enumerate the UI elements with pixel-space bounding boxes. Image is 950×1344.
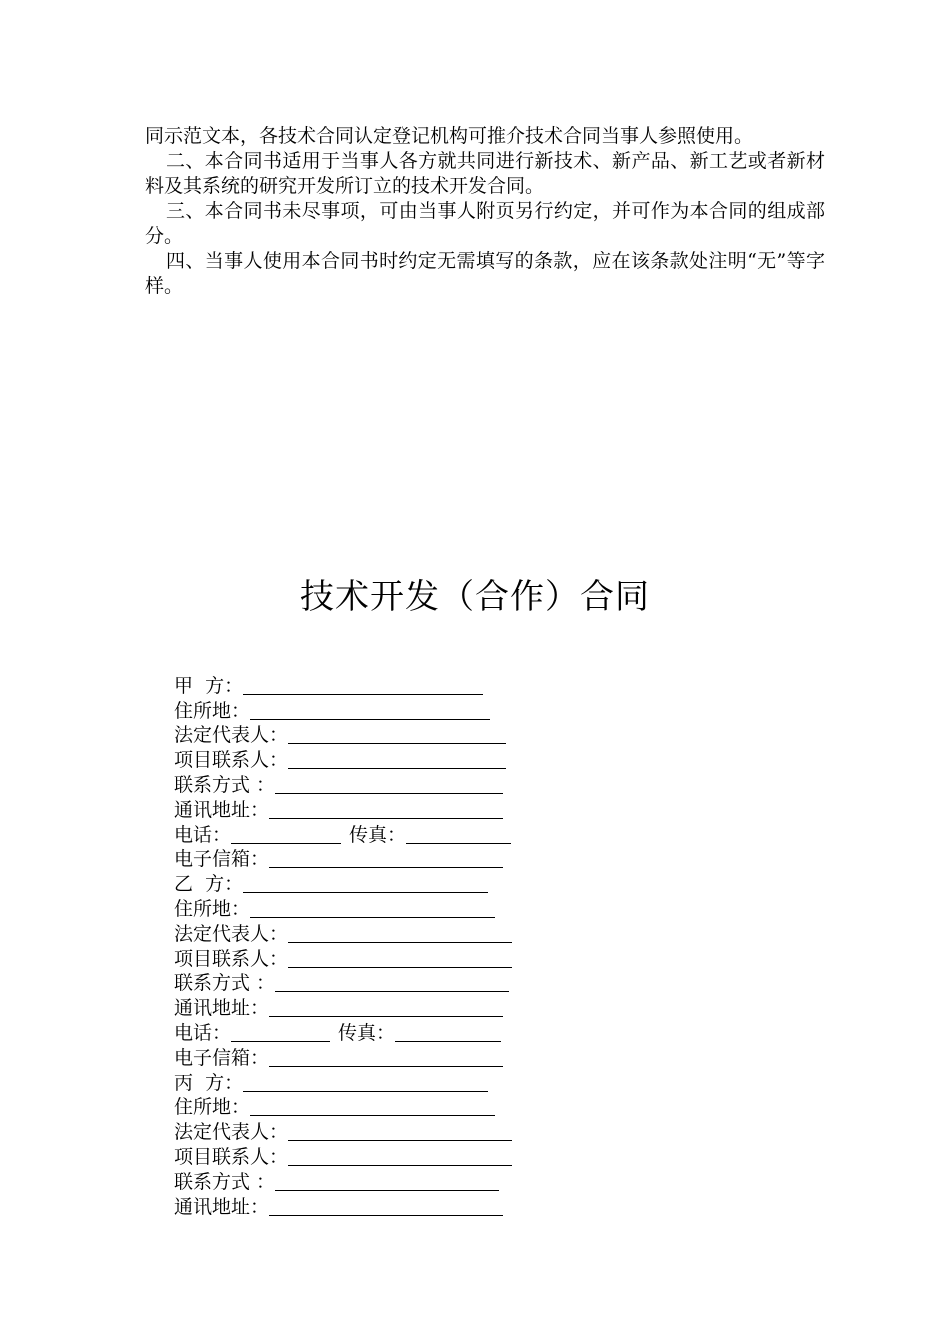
party-c-method-row xyxy=(174,1169,674,1194)
party-a-fax-label: 传真： xyxy=(349,823,407,846)
party-a-phone-fax-row xyxy=(174,822,674,847)
party-a-method-label: 联系方式 ： xyxy=(174,773,276,796)
party-b-email-field[interactable] xyxy=(269,1047,503,1067)
party-b-phone-label: 电话： xyxy=(174,1021,232,1044)
contract-title: 技术开发（合作）合同 xyxy=(300,577,650,617)
party-a-contact-field[interactable] xyxy=(288,749,506,769)
party-b-address-row xyxy=(174,896,674,921)
party-a-fax-field[interactable] xyxy=(406,824,511,844)
party-b-method-field[interactable] xyxy=(275,972,509,992)
party-a-name-row xyxy=(174,673,674,698)
party-b-method-label: 联系方式 ： xyxy=(174,972,276,995)
party-c-contact-field[interactable] xyxy=(288,1146,512,1166)
party-b-contact-row xyxy=(174,946,674,971)
intro-paragraph-3: 三、本合同书未尽事项，可由当事人附页另行约定，并可作为本合同的组成部分。 xyxy=(145,200,825,247)
intro-paragraph-4: 四、当事人使用本合同书时约定无需填写的条款，应在该条款处注明“无”等字样。 xyxy=(145,250,825,297)
party-c-name-row xyxy=(174,1070,674,1095)
party-c-address-row xyxy=(174,1095,674,1120)
party-b-address-label: 住所地： xyxy=(174,897,251,920)
party-a-phone-label: 电话： xyxy=(174,823,232,846)
party-a-legal-rep-label: 法定代表人： xyxy=(174,724,289,747)
party-b-legal-rep-field[interactable] xyxy=(288,923,512,943)
party-b-phone-fax-row xyxy=(174,1020,674,1045)
party-c-legal-rep-field[interactable] xyxy=(288,1121,512,1141)
party-a-legal-rep-field[interactable] xyxy=(288,724,506,744)
party-b-mail-row xyxy=(174,995,674,1020)
party-b-legal-rep-row xyxy=(174,921,674,946)
party-b-email-row xyxy=(174,1045,674,1070)
party-b-name-label: 乙 方： xyxy=(174,873,244,896)
intro-paragraph-1: 同示范文本，各技术合同认定登记机构可推介技术合同当事人参照使用。 xyxy=(145,125,754,147)
party-b-legal-rep-label: 法定代表人： xyxy=(174,922,289,945)
party-b-contact-field[interactable] xyxy=(288,948,512,968)
party-b-method-row xyxy=(174,971,674,996)
party-a-method-field[interactable] xyxy=(275,774,503,794)
party-a-name-field[interactable] xyxy=(243,675,483,695)
party-b-contact-label: 项目联系人： xyxy=(174,947,289,970)
party-a-phone-field[interactable] xyxy=(231,824,341,844)
party-b-phone-field[interactable] xyxy=(231,1022,330,1042)
party-a-email-row xyxy=(174,847,674,872)
party-b-fax-label: 传真： xyxy=(338,1021,396,1044)
party-a-mail-field[interactable] xyxy=(269,799,503,819)
party-c-legal-rep-row xyxy=(174,1119,674,1144)
intro-paragraph-2: 二、本合同书适用于当事人各方就共同进行新技术、新产品、新工艺或者新材料及其系统的研究开发所订立的技术开发合同。 xyxy=(145,150,825,197)
party-a-method-row xyxy=(174,772,674,797)
party-c-method-field[interactable] xyxy=(275,1171,499,1191)
parties-section xyxy=(174,673,674,1219)
party-a-email-label: 电子信箱： xyxy=(174,848,270,871)
party-c-name-label: 丙 方： xyxy=(174,1071,244,1094)
party-c-contact-row xyxy=(174,1144,674,1169)
party-a-address-label: 住所地： xyxy=(174,699,251,722)
party-a-mail-row xyxy=(174,797,674,822)
party-c-mail-label: 通讯地址： xyxy=(174,1195,270,1218)
party-c-legal-rep-label: 法定代表人： xyxy=(174,1121,289,1144)
party-a-email-field[interactable] xyxy=(269,848,503,868)
intro-notes xyxy=(145,124,825,299)
party-a-contact-row xyxy=(174,747,674,772)
party-c-address-field[interactable] xyxy=(250,1096,495,1116)
party-b-mail-field[interactable] xyxy=(269,997,503,1017)
party-a-address-field[interactable] xyxy=(250,700,490,720)
party-b-fax-field[interactable] xyxy=(395,1022,501,1042)
party-c-mail-row xyxy=(174,1194,674,1219)
party-a-contact-label: 项目联系人： xyxy=(174,749,289,772)
party-a-legal-rep-row xyxy=(174,723,674,748)
party-a-mail-label: 通讯地址： xyxy=(174,798,270,821)
party-c-contact-label: 项目联系人： xyxy=(174,1145,289,1168)
party-c-address-label: 住所地： xyxy=(174,1096,251,1119)
party-b-name-field[interactable] xyxy=(243,873,488,893)
party-a-address-row xyxy=(174,698,674,723)
party-b-name-row xyxy=(174,871,674,896)
party-b-address-field[interactable] xyxy=(250,898,495,918)
party-c-name-field[interactable] xyxy=(243,1072,488,1092)
party-a-name-label: 甲 方： xyxy=(174,674,244,697)
party-c-mail-field[interactable] xyxy=(269,1196,503,1216)
party-c-method-label: 联系方式 ： xyxy=(174,1170,276,1193)
party-b-email-label: 电子信箱： xyxy=(174,1046,270,1069)
party-b-mail-label: 通讯地址： xyxy=(174,997,270,1020)
